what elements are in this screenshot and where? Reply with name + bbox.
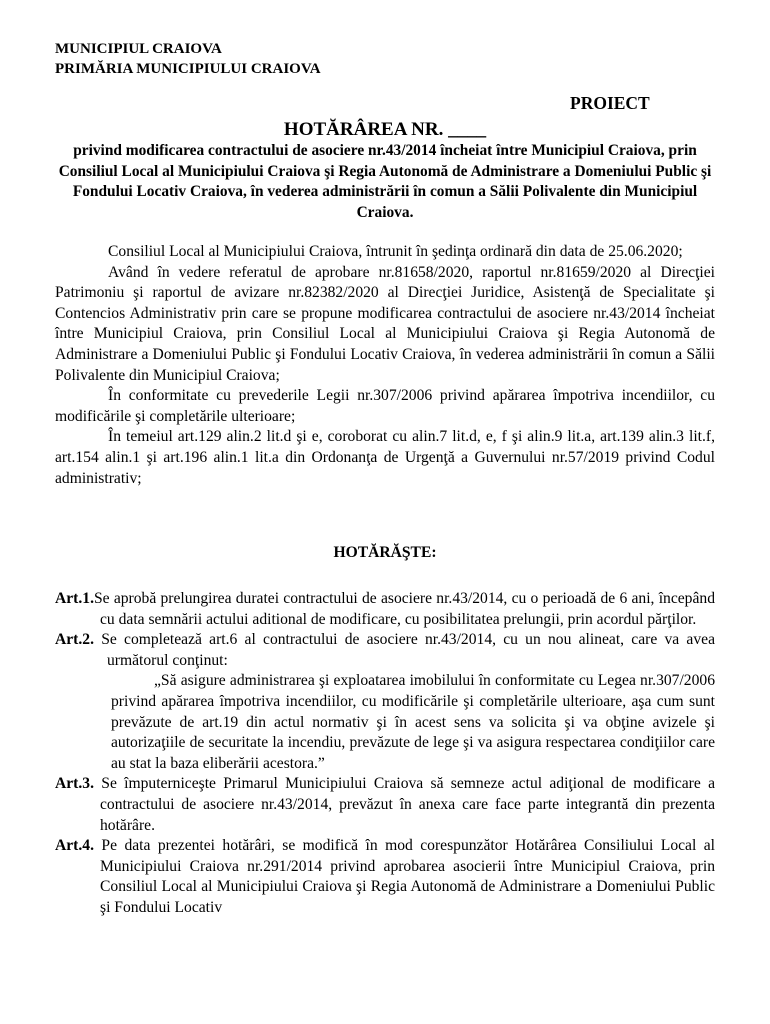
article-label: Art.3. (55, 775, 94, 793)
article-2-quote (55, 671, 715, 774)
document-subtitle: privind modificarea contractului de asociere nr.43/2014 încheiat între Municipiul Craiova, prin Consiliul Local al Municipiului Craiova şi Regia Autonomă de Administrare a Domeniului Public şi Fondului Locativ Craiova, în vederea administrării în comun a Sălii Polivalente din Municipiul Craiova. (58, 142, 712, 221)
document-title: HOTĂRÂREA NR. ____ (283, 119, 487, 140)
article-text: Se împuterniceşte Primarul Municipiului Craiova să semneze actul adiţional de modificare a contractului de asociere nr.43/2014, prevăzut în anexa care face parte integrantă din prezenta hotărâre. (93, 775, 715, 834)
articles (55, 589, 715, 919)
article-3 (55, 774, 715, 836)
institution-header (55, 39, 321, 79)
preamble-paragraph: Având în vedere referatul de aprobare nr.81658/2020, raportul nr.81659/2020 al Direcţiei Patrimoniu şi raportul de avizare nr.82382/2020 al Direcţiei Juridice, Asistenţă de Specialitate şi Contencios Administrativ prin care se propune modificarea contractului de asociere nr.43/2014 încheiat între Municipiul Craiova, prin Consiliul Local al Municipiului Craiova şi Regia Autonomă de Administrare a Domeniului Public şi Fondului Locativ Craiova, în vederea administrării în comun a Sălii Polivalente din Municipiul Craiova; (55, 263, 715, 384)
article-1 (55, 589, 715, 630)
quote-text: „Să asigure administrarea şi exploatarea imobilului în conformitate cu Legea nr.307/2006 privind apărarea împotriva incendiilor, cu modificările şi completările ulterioare, aşa cum sunt prevăzute de art.19 din actul normativ şi în acest sens va solicita şi va obţine avizele şi autorizaţiile de securitate la incendiu, prevăzute de lege şi va asigura respectarea condiţiilor care au stat la baza eliberării acestora.” (111, 672, 715, 772)
preamble-paragraph: Consiliul Local al Municipiului Craiova, întrunit în şedinţa ordinară din data de 25.06.2020; (108, 243, 683, 260)
article-label: Art.4. (55, 837, 94, 855)
article-label: Art.2. (55, 631, 94, 649)
draft-label: PROIECT (570, 93, 650, 113)
preamble (55, 242, 715, 489)
article-text: Pe data prezentei hotărâri, se modifică în mod corespunzător Hotărârea Consiliului Local al Municipiului Craiova nr.291/2014 privind aprobarea asocierii între Municipiul Craiova, prin Consiliul Local al Municipiului Craiova şi Regia Autonomă de Administrare a Domeniului Public şi Fondului Locativ (93, 837, 715, 916)
article-label: Art.1. (55, 590, 94, 607)
article-4 (55, 836, 715, 918)
decision-heading: HOTĂRĂŞTE: (333, 544, 437, 561)
article-text: Se aprobă prelungirea duratei contractului de asociere nr.43/2014, cu o perioadă de 6 ani, începând cu data semnării actului aditional de modificare, cu posibilitatea prelungii, prin acordul părţilor. (93, 590, 715, 628)
header-municipality: MUNICIPIUL CRAIOVA (55, 41, 222, 57)
preamble-paragraph: În conformitate cu prevederile Legii nr.307/2006 privind apărarea împotriva incendiilor, cu modificările şi completările ulterioare; (55, 387, 715, 425)
article-text: Se completează art.6 al contractului de asociere nr.43/2014, cu un nou alineat, care va avea următorul conţinut: (93, 631, 715, 669)
article-2 (55, 630, 715, 671)
preamble-paragraph: În temeiul art.129 alin.2 lit.d şi e, coroborat cu alin.7 lit.d, e, f şi alin.9 lit.a, art.139 alin.3 lit.f, art.154 alin.1 şi art.196 alin.1 lit.a din Ordonanţa de Urgenţă a Guvernului nr.57/2019 privind Codul administrativ; (55, 428, 715, 487)
header-city-hall: PRIMĂRIA MUNICIPIULUI CRAIOVA (55, 61, 321, 77)
